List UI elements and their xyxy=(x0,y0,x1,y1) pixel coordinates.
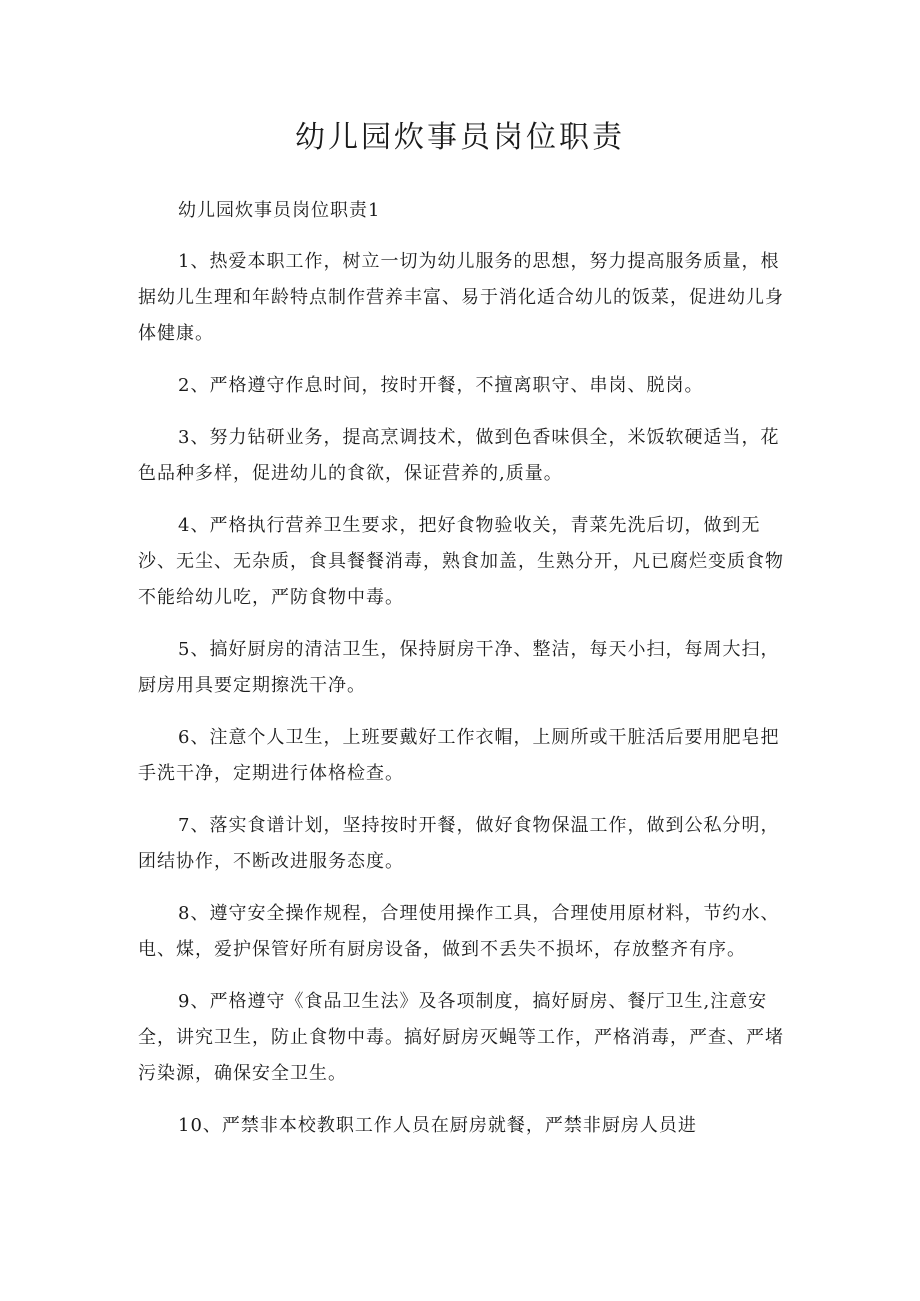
duty-item-7: 7、落实食谱计划，坚持按时开餐，做好食物保温工作，做到公私分明，团结协作，不断改进服务态度。 xyxy=(138,815,780,872)
duty-item-2: 2、严格遵守作息时间，按时开餐，不擅离职守、串岗、脱岗。 xyxy=(178,375,704,396)
duty-item-3: 3、努力钻研业务，提高烹调技术，做到色香味俱全，米饭软硬适当，花色品种多样，促进幼儿的食欲，保证营养的,质量。 xyxy=(138,427,780,484)
duty-item-6: 6、注意个人卫生，上班要戴好工作衣帽，上厕所或干脏活后要用肥皂把手洗干净，定期进行体格检查。 xyxy=(138,727,780,784)
duty-item-4: 4、严格执行营养卫生要求，把好食物验收关，青菜先洗后切，做到无沙、无尘、无杂质，食具餐餐消毒，熟食加盖，生熟分开，凡已腐烂变质食物不能给幼儿吃，严防食物中毒。 xyxy=(138,515,784,608)
duty-item-10: 10、严禁非本校教职工作人员在厨房就餐，严禁非厨房人员进 xyxy=(178,1115,697,1136)
document-title: 幼儿园炊事员岗位职责 xyxy=(295,120,625,155)
duty-list xyxy=(138,244,792,1160)
duty-item-1: 1、热爱本职工作，树立一切为幼儿服务的思想，努力提高服务质量，根据幼儿生理和年龄特点制作营养丰富、易于消化适合幼儿的饭菜，促进幼儿身体健康。 xyxy=(138,251,784,344)
section-heading: 幼儿园炊事员岗位职责1 xyxy=(178,200,381,221)
duty-item-8: 8、遵守安全操作规程，合理使用操作工具，合理使用原材料，节约水、电、煤，爱护保管好所有厨房设备，做到不丢失不损坏，存放整齐有序。 xyxy=(138,903,780,960)
duty-item-9: 9、严格遵守《食品卫生法》及各项制度，搞好厨房、餐厅卫生,注意安全，讲究卫生，防止食物中毒。搞好厨房灭蝇等工作，严格消毒，严查、严堵污染源，确保安全卫生。 xyxy=(138,991,784,1084)
duty-item-5: 5、搞好厨房的清洁卫生，保持厨房干净、整洁，每天小扫，每周大扫，厨房用具要定期擦洗干净。 xyxy=(138,639,780,696)
